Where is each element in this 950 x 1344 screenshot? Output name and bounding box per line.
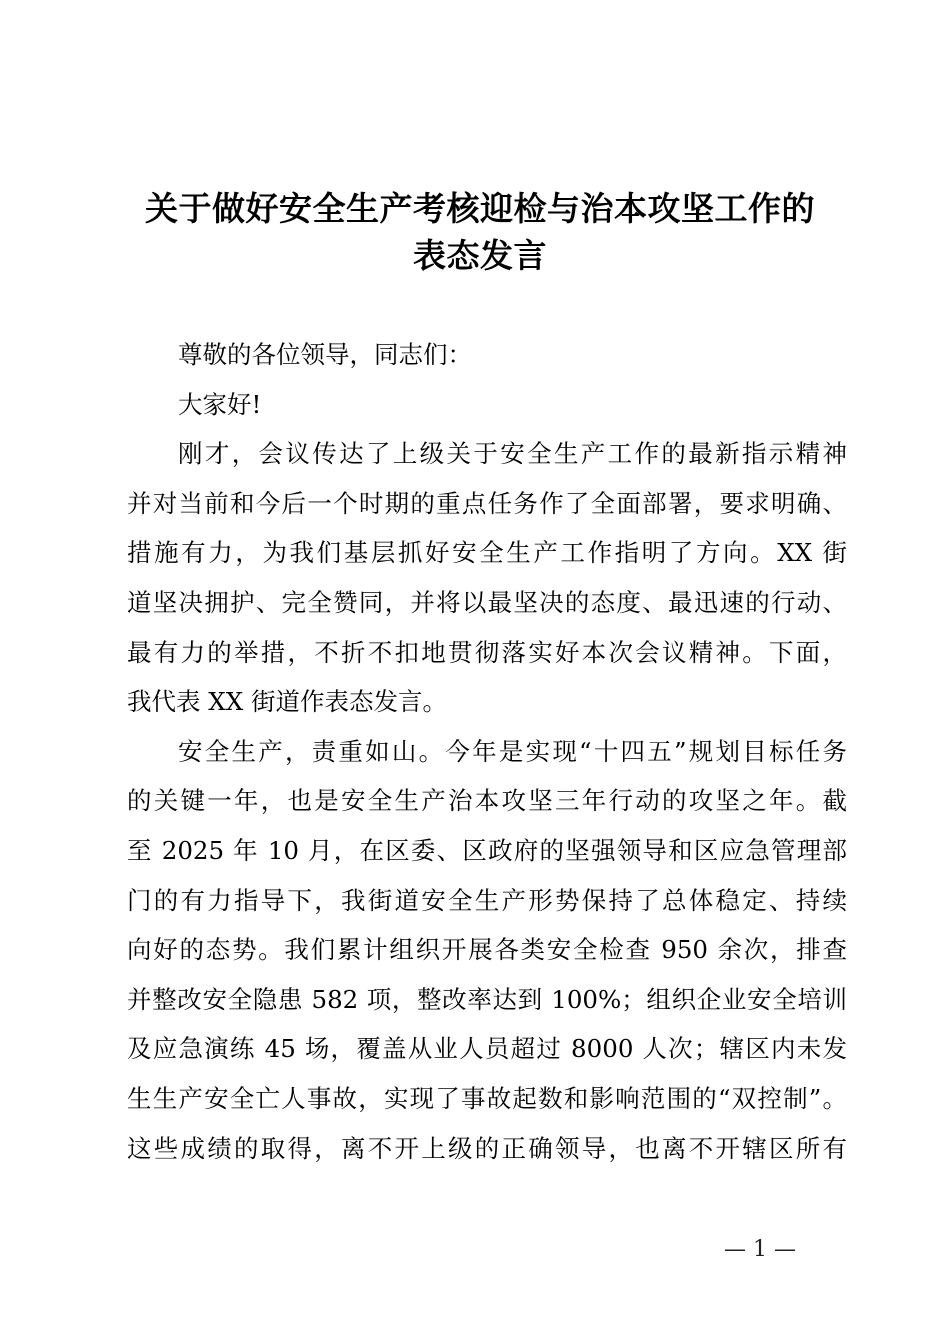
- paragraph-2-line-6: 并整改安全隐患 582 项，整改率达到 100%；组织企业安全培训: [127, 985, 847, 1014]
- paragraph-2-line-9: 这些成绩的取得，离不开上级的正确领导，也离不开辖区所有: [127, 1134, 847, 1163]
- paragraph-2-line-8: 生生产安全亡人事故，实现了事故起数和影响范围的“双控制”。: [127, 1084, 847, 1113]
- paragraph-1-line-3: 措施有力，为我们基层抓好安全生产工作指明了方向。XX 街: [127, 538, 847, 567]
- paragraph-1-line-5: 最有力的举措，不折不扣地贯彻落实好本次会议精神。下面，: [127, 638, 847, 667]
- document-title-line-1: 关于做好安全生产考核迎检与治本攻坚工作的: [145, 189, 815, 228]
- paragraph-1-line-4: 道坚决拥护、完全赞同，并将以最坚决的态度、最迅速的行动、: [127, 588, 847, 617]
- document-title-line-2: 表态发言: [413, 236, 547, 275]
- paragraph-2-line-3: 至 2025 年 10 月，在区委、区政府的坚强领导和区应急管理部: [127, 836, 847, 865]
- paragraph-1-line-6: 我代表 XX 街道作表态发言。: [127, 687, 447, 716]
- paragraph-2-line-4: 门的有力指导下，我街道安全生产形势保持了总体稳定、持续: [127, 886, 847, 915]
- salutation: 尊敬的各位领导，同志们：: [178, 340, 472, 369]
- greeting: 大家好!: [178, 390, 262, 419]
- paragraph-2-line-1: 安全生产，责重如山。今年是实现“十四五”规划目标任务: [178, 737, 847, 766]
- paragraph-1-line-2: 并对当前和今后一个时期的重点任务作了全面部署，要求明确、: [127, 489, 847, 518]
- paragraph-2-line-2: 的关键一年，也是安全生产治本攻坚三年行动的攻坚之年。截: [127, 786, 847, 815]
- paragraph-1-line-1: 刚才，会议传达了上级关于安全生产工作的最新指示精神: [178, 439, 847, 468]
- paragraph-2-line-7: 及应急演练 45 场，覆盖从业人员超过 8000 人次；辖区内未发: [127, 1034, 847, 1063]
- page-number: — 1 —: [724, 1237, 796, 1262]
- paragraph-2-line-5: 向好的态势。我们累计组织开展各类安全检查 950 余次，排查: [127, 935, 847, 964]
